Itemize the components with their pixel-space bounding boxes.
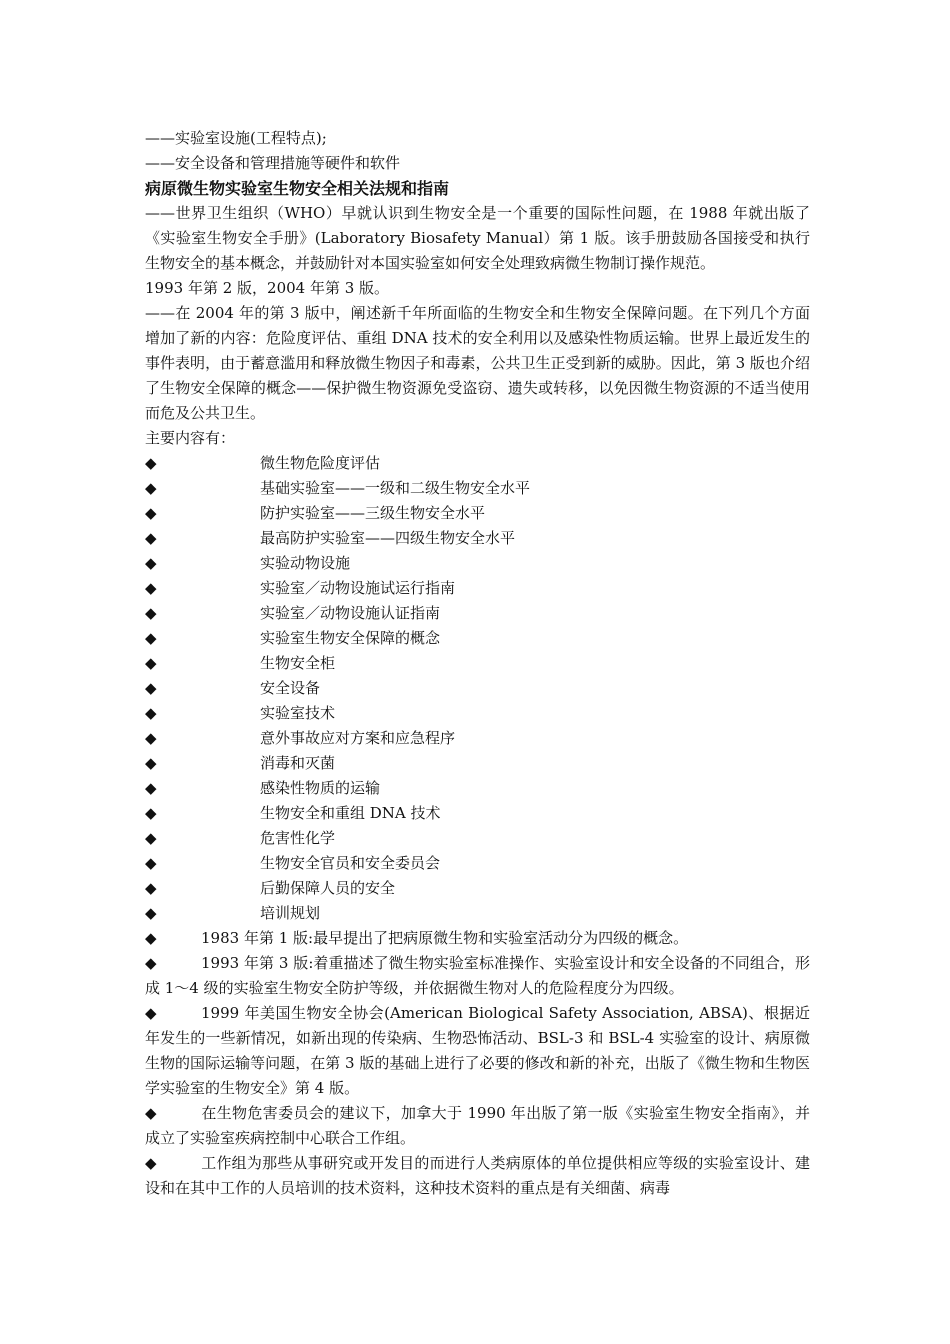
diamond-bullet-icon: ◆ (145, 854, 157, 872)
document-page (145, 126, 810, 1201)
bullet-paragraph-text: 1999 年美国生物安全协会(American Biological Safety Association, ABSA)、根据近年发生的一些新情况，如新出现的传染病、生物恐怖活动、BSL-3 和 BSL-4 实验室的设计、病原微生物的国际运输等问题，在第 3 版的基础上进行了必要的修改和新的补充，出版了《微生物和生物医学实验室的生物安全》第 4 版。 (145, 1004, 810, 1097)
diamond-bullet-icon: ◆ (145, 454, 157, 472)
list-item (145, 851, 810, 876)
diamond-bullet-icon: ◆ (145, 554, 157, 572)
diamond-bullet-icon: ◆ (145, 1154, 157, 1172)
section-heading: 病原微生物实验室生物安全相关法规和指南 (145, 179, 450, 198)
diamond-bullet-icon: ◆ (145, 604, 157, 622)
paragraph: ——世界卫生组织（WHO）早就认识到生物安全是一个重要的国际性问题，在 1988 年就出版了《实验室生物安全手册》(Laboratory Biosafety Manual）第 1 版。该手册鼓励各国接受和执行生物安全的基本概念，并鼓励针对本国实验室如何安全处理致病微生物制订操作规范。 (145, 204, 810, 272)
bullet-paragraph-text: 工作组为那些从事研究或开发目的而进行人类病原体的单位提供相应等级的实验室设计、建设和在其中工作的人员培训的技术资料，这种技术资料的重点是有关细菌、病毒 (145, 1154, 810, 1197)
diamond-bullet-icon: ◆ (145, 704, 157, 722)
diamond-bullet-icon: ◆ (145, 679, 157, 697)
diamond-bullet-icon: ◆ (145, 879, 157, 897)
bullet-paragraph (145, 926, 810, 951)
diamond-bullet-icon: ◆ (145, 804, 157, 822)
list-item (145, 576, 810, 601)
list-item (145, 701, 810, 726)
bullet-paragraph (145, 951, 810, 1001)
diamond-bullet-icon: ◆ (145, 1104, 157, 1122)
list-item-text: 后勤保障人员的安全 (260, 879, 396, 897)
diamond-bullet-icon: ◆ (145, 929, 157, 947)
diamond-bullet-icon: ◆ (145, 954, 157, 972)
list-item (145, 876, 810, 901)
diamond-bullet-icon: ◆ (145, 904, 157, 922)
list-item-text: 最高防护实验室——四级生物安全水平 (260, 529, 516, 547)
list-item-text: 生物安全和重组 DNA 技术 (260, 804, 441, 822)
list-item-text: 安全设备 (260, 679, 321, 697)
bullet-paragraph (145, 1001, 810, 1101)
paragraph: 主要内容有： (145, 429, 236, 447)
bullet-paragraph-text: 1983 年第 1 版:最早提出了把病原微生物和实验室活动分为四级的概念。 (201, 929, 689, 947)
list-item (145, 651, 810, 676)
list-item (145, 676, 810, 701)
list-item (145, 751, 810, 776)
list-item-text: 实验室／动物设施认证指南 (260, 604, 441, 622)
list-item (145, 476, 810, 501)
diamond-bullet-icon: ◆ (145, 629, 157, 647)
list-item (145, 501, 810, 526)
list-item-text: 实验动物设施 (260, 554, 351, 572)
history-paragraphs (145, 926, 810, 1201)
list-item-text: 意外事故应对方案和应急程序 (260, 729, 456, 747)
paragraph: 1993 年第 2 版，2004 年第 3 版。 (145, 279, 390, 297)
list-item-text: 感染性物质的运输 (260, 779, 381, 797)
list-item-text: 危害性化学 (260, 829, 336, 847)
paragraph: ——在 2004 年的第 3 版中，阐述新千年所面临的生物安全和生物安全保障问题。在下列几个方面增加了新的内容：危险度评估、重组 DNA 技术的安全利用以及感染性物质运输。世界上最近发生的事件表明，由于蓄意滥用和释放微生物因子和毒素，公共卫生正受到新的威胁。因此，第 3 版也介绍了生物安全保障的概念——保护微生物资源免受盗窃、遗失或转移，以免因微生物资源的不适当使用而危及公共卫生。 (145, 304, 810, 422)
list-item-text: 培训规划 (260, 904, 321, 922)
list-item-text: 消毒和灭菌 (260, 754, 336, 772)
list-item (145, 801, 810, 826)
list-item (145, 451, 810, 476)
list-item (145, 776, 810, 801)
diamond-bullet-icon: ◆ (145, 1004, 157, 1022)
diamond-bullet-icon: ◆ (145, 754, 157, 772)
diamond-bullet-icon: ◆ (145, 579, 157, 597)
diamond-bullet-icon: ◆ (145, 529, 157, 547)
list-item (145, 526, 810, 551)
bullet-paragraph-text: 1993 年第 3 版:着重描述了微生物实验室标准操作、实验室设计和安全设备的不同组合，形成 1～4 级的实验室生物安全防护等级，并依据微生物对人的危险程度分为四级。 (145, 954, 810, 997)
diamond-bullet-icon: ◆ (145, 654, 157, 672)
list-item-text: 微生物危险度评估 (260, 454, 381, 472)
list-item-text: 实验室技术 (260, 704, 336, 722)
diamond-bullet-icon: ◆ (145, 829, 157, 847)
intro-line: ——安全设备和管理措施等硬件和软件 (145, 154, 401, 172)
bullet-paragraph (145, 1101, 810, 1151)
diamond-bullet-icon: ◆ (145, 504, 157, 522)
list-item-text: 基础实验室——一级和二级生物安全水平 (260, 479, 531, 497)
list-item (145, 901, 810, 926)
list-item (145, 726, 810, 751)
list-item-text: 生物安全官员和安全委员会 (260, 854, 441, 872)
intro-line: ——实验室设施(工程特点); (145, 129, 327, 147)
list-item (145, 601, 810, 626)
bullet-paragraph (145, 1151, 810, 1201)
diamond-bullet-icon: ◆ (145, 729, 157, 747)
list-item-text: 生物安全柜 (260, 654, 336, 672)
list-item-text: 防护实验室——三级生物安全水平 (260, 504, 486, 522)
list-item (145, 551, 810, 576)
diamond-bullet-icon: ◆ (145, 479, 157, 497)
list-item-text: 实验室／动物设施试运行指南 (260, 579, 456, 597)
diamond-bullet-icon: ◆ (145, 779, 157, 797)
bullet-paragraph-text: 在生物危害委员会的建议下，加拿大于 1990 年出版了第一版《实验室生物安全指南》，并成立了实验室疾病控制中心联合工作组。 (145, 1104, 810, 1147)
list-item (145, 626, 810, 651)
list-item (145, 826, 810, 851)
contents-list (145, 451, 810, 926)
list-item-text: 实验室生物安全保障的概念 (260, 629, 441, 647)
